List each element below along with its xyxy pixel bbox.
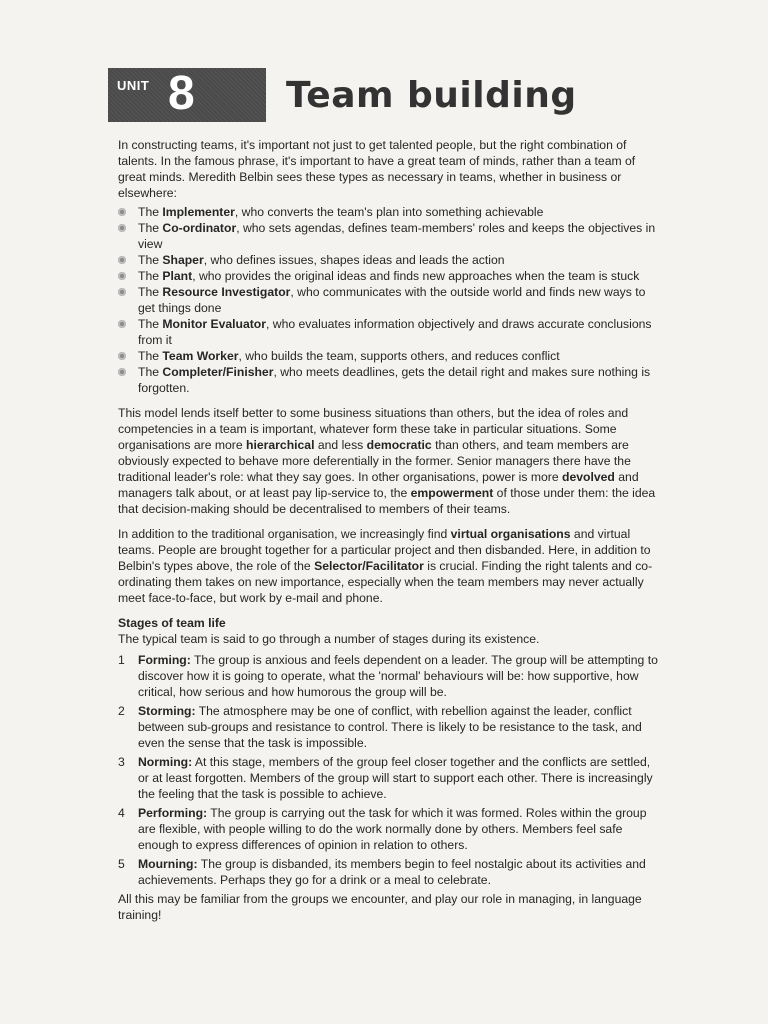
stage-number: 4 <box>118 806 125 820</box>
list-item: 3 Norming: At this stage, members of the group feel closer together and the conflicts are settled, or at least forgotten. Members of the group will start to support each other. There is increasingly the feeling that the task is possible to achieve. <box>118 755 653 801</box>
page-title: Team building <box>286 75 577 116</box>
role-name: Plant <box>162 269 193 283</box>
stages-intro: The typical team is said to go through a number of stages during its existence. <box>118 632 540 646</box>
virtual-organisations-paragraph: In addition to the traditional organisation, we increasingly find virtual organisations and virtual teams. People are brought together for a particular project and then disbanded. Here, in addition to Belbin's types above, the role of the Selector/Facilitator is crucial. Finding the right talents and co-ordinating them takes on new importance, especially when the team members may never actually meet face-to-face, but work by e-mail and phone. <box>118 527 653 605</box>
bullet-icon <box>118 272 126 280</box>
list-item: The Plant, who provides the original ideas and finds new approaches when the team is stuck <box>118 268 658 284</box>
bullet-icon <box>118 256 126 264</box>
stage-number: 2 <box>118 704 125 718</box>
stage-number: 1 <box>118 653 125 667</box>
stage-name: Mourning: <box>138 857 198 871</box>
role-name: Monitor Evaluator <box>162 317 266 331</box>
stages-list <box>118 652 658 888</box>
list-item: The Team Worker, who builds the team, supports others, and reduces conflict <box>118 348 658 364</box>
list-item: The Resource Investigator, who communicates with the outside world and finds new ways to get things done <box>118 284 658 316</box>
list-item: 5 Mourning: The group is disbanded, its members begin to feel nostalgic about its activities and achievements. Perhaps they go for a drink or a meal to celebrate. <box>118 857 646 887</box>
unit-badge <box>108 68 266 122</box>
list-item: 1 Forming: The group is anxious and feels dependent on a leader. The group will be attempting to discover how it is going to operate, what the 'normal' behaviours will be: how supportive, how critical, how serious and how humorous the group will be. <box>118 653 658 699</box>
bullet-icon <box>118 224 126 232</box>
closing-paragraph: All this may be familiar from the groups we encounter, and play our role in managing, in language training! <box>118 892 642 922</box>
body-text <box>118 137 658 923</box>
stage-name: Performing: <box>138 806 208 820</box>
section-heading: Stages of team life <box>118 616 226 630</box>
list-item: The Implementer, who converts the team's plan into something achievable <box>118 204 658 220</box>
role-name: Completer/Finisher <box>162 365 274 379</box>
stage-number: 3 <box>118 755 125 769</box>
hierarchy-paragraph: This model lends itself better to some business situations than others, but the idea of roles and competencies in a team is important, whatever form these take in particular situations. Some organisations are more hierarchical and less democratic than others, and team members are obviously expected to behave more deferentially in the former. Senior managers there have the traditional leader's role: what they say goes. In other organisations, power is more devolved and managers talk about, or at least pay lip-service to, the empowerment of those under them: the idea that decision-making should be decentralised to members of their teams. <box>118 406 656 516</box>
bullet-icon <box>118 352 126 360</box>
unit-label: UNIT <box>117 78 150 93</box>
list-item: 4 Performing: The group is carrying out the task for which it was formed. Roles within the group are flexible, with people willing to do the work normally done by others. Members feel safe enough to express differences of opinion in relation to others. <box>118 806 647 852</box>
list-item: 2 Storming: The atmosphere may be one of conflict, with rebellion against the leader, conflict between sub-groups and resistance to control. There is likely to be resistance to the task, and even the sense that the task is impossible. <box>118 704 642 750</box>
list-item: The Co-ordinator, who sets agendas, defines team-members' roles and keeps the objectives in view <box>118 220 658 252</box>
unit-number: 8 <box>168 67 195 120</box>
bullet-icon <box>118 320 126 328</box>
role-name: Implementer <box>162 205 235 219</box>
list-item: The Shaper, who defines issues, shapes ideas and leads the action <box>118 252 658 268</box>
list-item: The Monitor Evaluator, who evaluates information objectively and draws accurate conclusions from it <box>118 316 658 348</box>
belbin-roles-list <box>118 204 658 396</box>
stage-name: Forming: <box>138 653 191 667</box>
stage-name: Norming: <box>138 755 193 769</box>
role-name: Co-ordinator <box>162 221 237 235</box>
role-name: Team Worker <box>162 349 239 363</box>
role-name: Shaper <box>162 253 204 267</box>
bullet-icon <box>118 288 126 296</box>
list-item: The Completer/Finisher, who meets deadlines, gets the detail right and makes sure nothing is forgotten. <box>118 364 658 396</box>
intro-paragraph: In constructing teams, it's important not just to get talented people, but the right combination of talents. In the famous phrase, it's important to have a great team of minds, rather than a team of great minds. Meredith Belbin sees these types as necessary in teams, whether in business or elsewhere: <box>118 138 636 200</box>
stage-name: Storming: <box>138 704 196 718</box>
bullet-icon <box>118 368 126 376</box>
role-name: Resource Investigator <box>162 285 291 299</box>
stage-number: 5 <box>118 857 125 871</box>
bullet-icon <box>118 208 126 216</box>
